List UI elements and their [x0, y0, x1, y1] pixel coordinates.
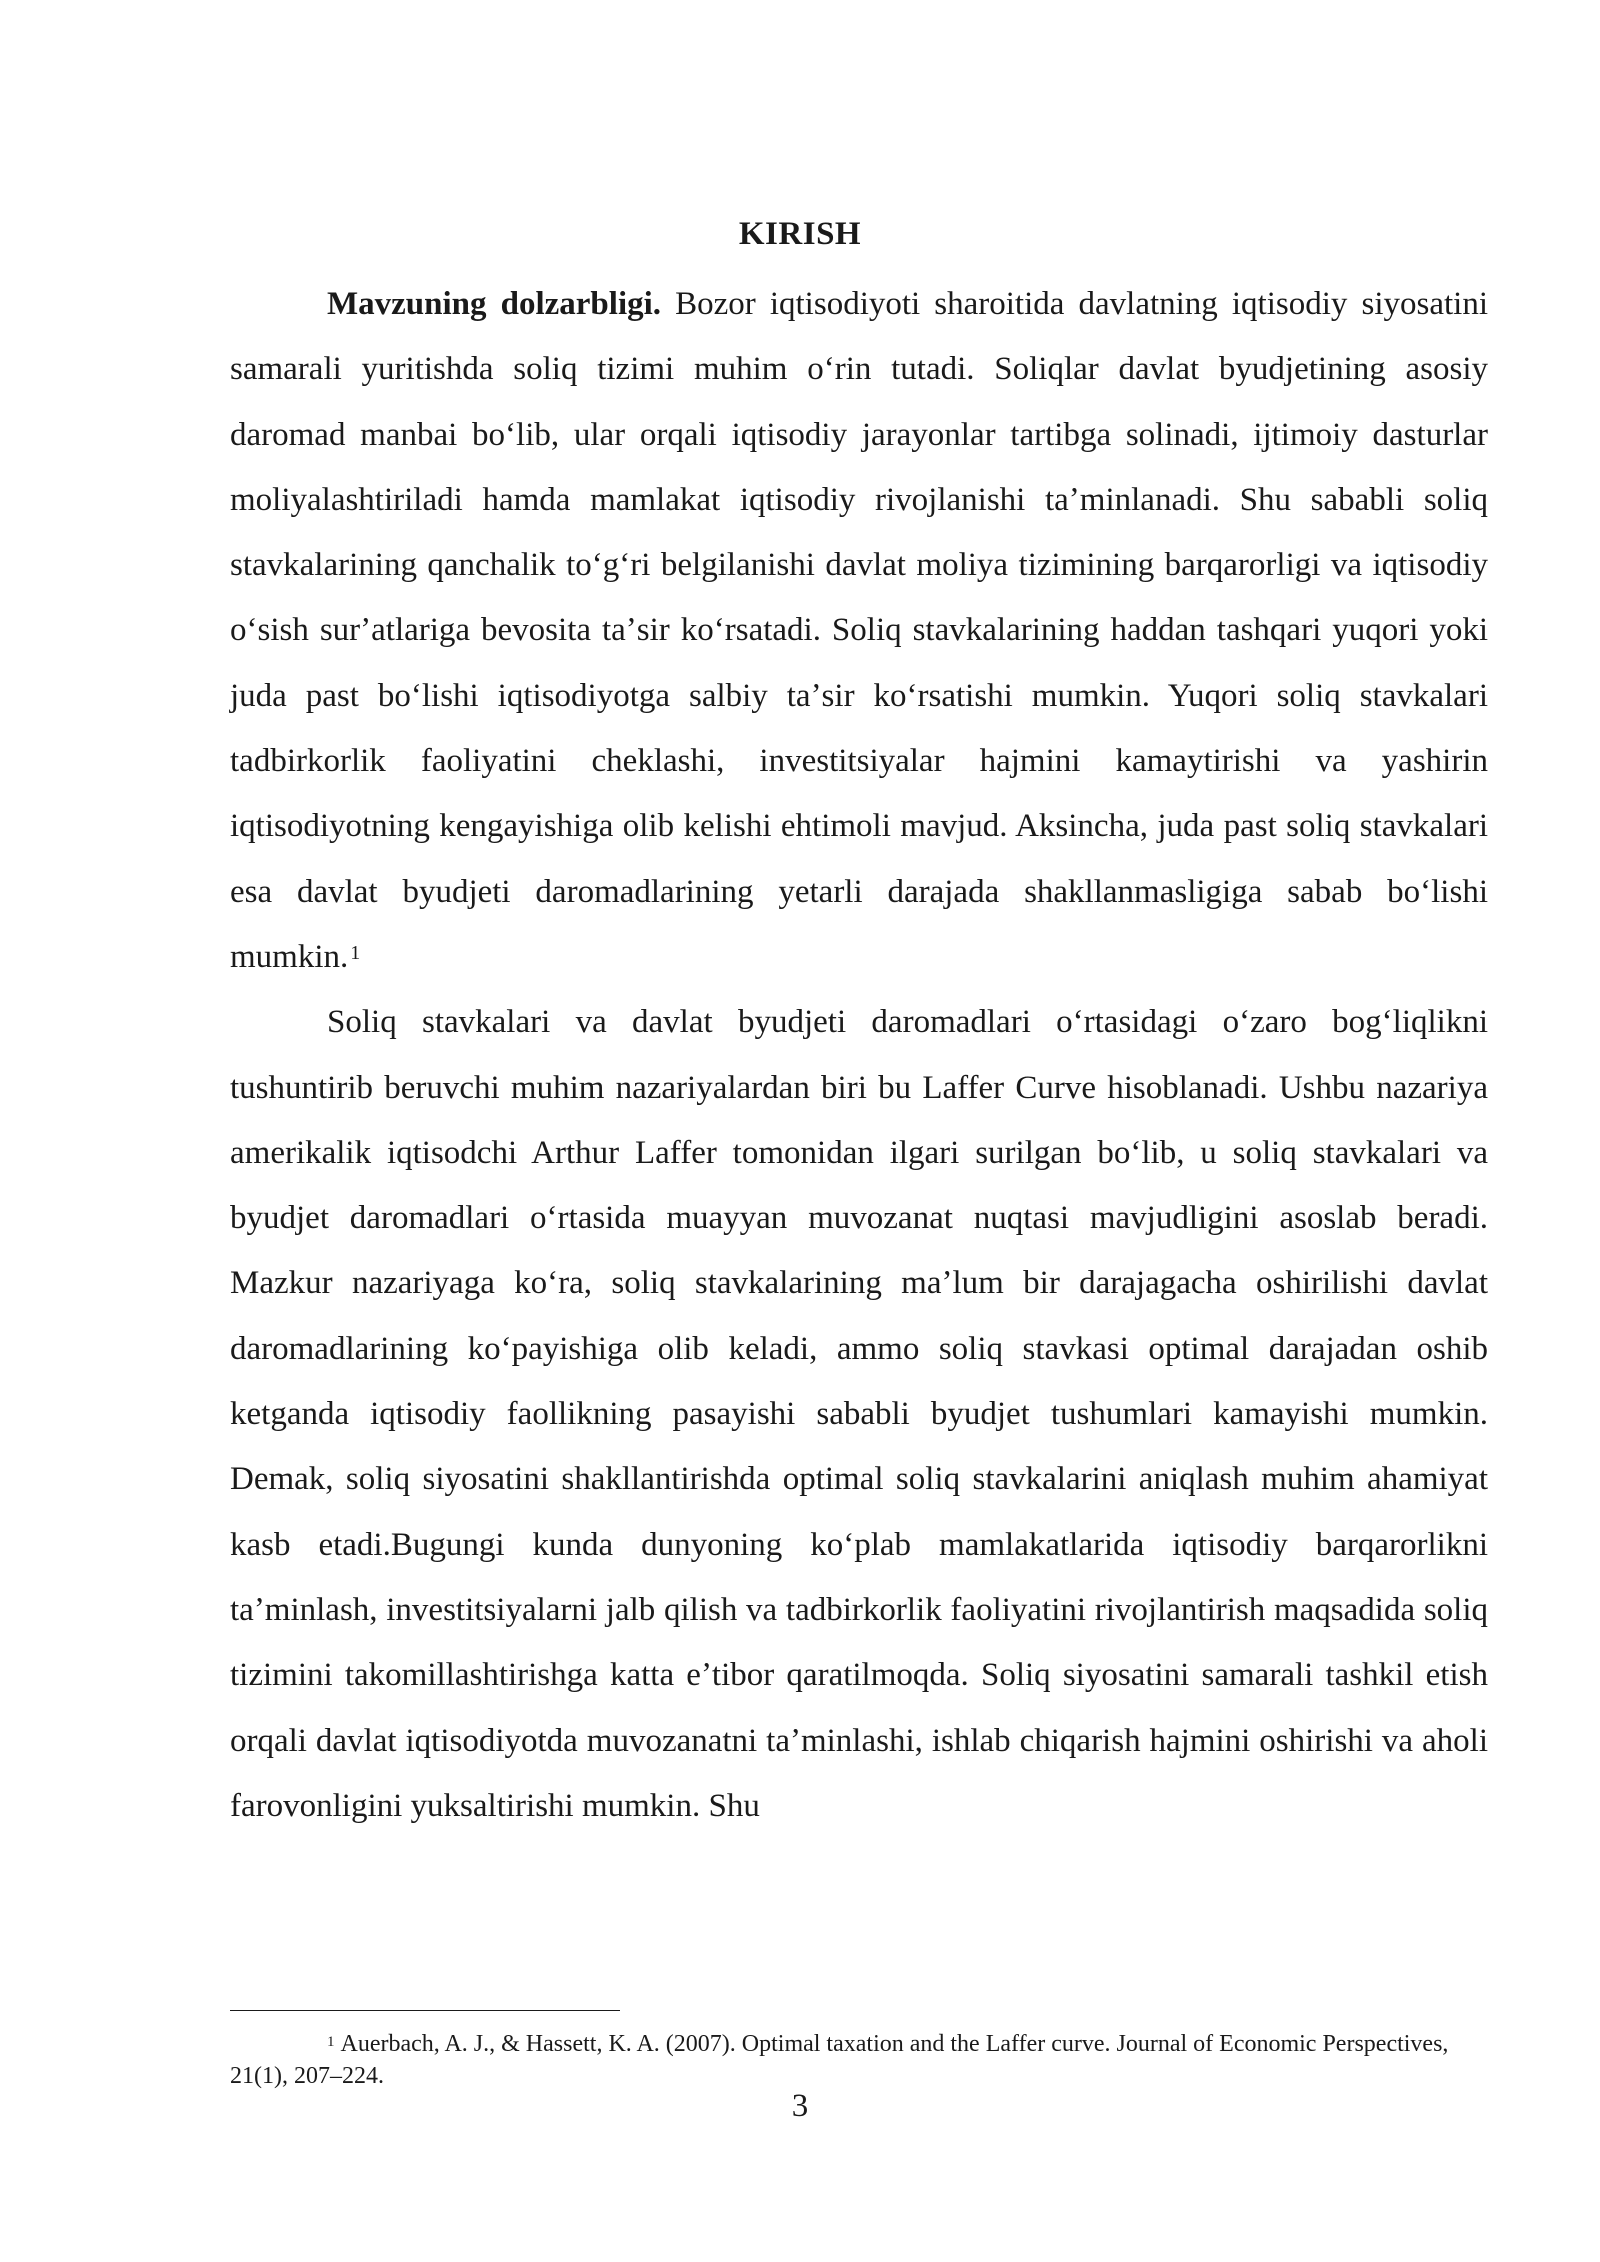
page-title: KIRISH [738, 216, 862, 252]
body-text [230, 272, 1488, 1839]
paragraph-lead-heading: Mavzuning dolzarbligi. [327, 286, 662, 322]
paragraph-relevance [230, 272, 1488, 990]
paragraph-laffer-curve: Soliq stavkalari va davlat byudjeti daromadlari oʻrtasidagi oʻzaro bogʻliqlikni tushuntirib beruvchi muhim nazariyalardan biri bu Laffer Curve hisoblanadi. Ushbu nazariya amerikalik iqtisodchi Arthur Laffer tomonidan ilgari surilgan boʻlib, u soliq stavkalari va byudjet daromadlari oʻrtasida muayyan muvozanat nuqtasi mavjudligini asoslab beradi. Mazkur nazariyaga koʻra, soliq stavkalarining maʼlum bir darajagacha oshirilishi davlat daromadlarining koʻpayishiga olib keladi, ammo soliq stavkasi optimal darajadan oshib ketganda iqtisodiy faollikning pasayishi sababli byudjet tushumlari kamayishi mumkin. Demak, soliq siyosatini shakllantirishda optimal soliq stavkalarini aniqlash muhim ahamiyat kasb etadi.Bugungi kunda dunyoning koʻplab mamlakatlarida iqtisodiy barqarorlikni taʼminlash, investitsiyalarni jalb qilish va tadbirkorlik faoliyatini rivojlantirish maqsadida soliq tizimini takomillashtirishga katta eʼtibor qaratilmoqda. Soliq siyosatini samarali tashkil etish orqali davlat iqtisodiyotda muvozanatni taʼminlashi, ishlab chiqarish hajmini oshirishi va aholi farovonligini yuksaltirishi mumkin. Shu [230, 1004, 1488, 1824]
page-number: 3 [791, 2088, 809, 2124]
footnote-reference[interactable]: 1 [350, 941, 361, 964]
footnote-text: Auerbach, A. J., & Hassett, K. A. (2007). Optimal taxation and the Laffer curve. Journal of Economic Perspectives, 21(1), 207–224. [230, 2031, 1449, 2089]
footnote-separator [230, 2010, 620, 2011]
paragraph-text: Bozor iqtisodiyoti sharoitida davlatning iqtisodiy siyosatini samarali yuritishda soliq tizimi muhim oʻrin tutadi. Soliqlar davlat byudjetining asosiy daromad manbai boʻlib, ular orqali iqtisodiy jarayonlar tartibga solinadi, ijtimoiy dasturlar moliyalashtiriladi hamda mamlakat iqtisodiy rivojlanishi taʼminlanadi. Shu sababli soliq stavkalarining qanchalik toʻgʻri belgilanishi davlat moliya tizimining barqarorligi va iqtisodiy oʻsish surʼatlariga bevosita taʼsir koʻrsatadi. Soliq stavkalarining haddan tashqari yuqori yoki juda past boʻlishi iqtisodiyotga salbiy taʼsir koʻrsatishi mumkin. Yuqori soliq stavkalari tadbirkorlik faoliyatini cheklashi, investitsiyalar hajmini kamaytirishi va yashirin iqtisodiyotning kengayishiga olib kelishi ehtimoli mavjud. Aksincha, juda past soliq stavkalari esa davlat byudjeti daromadlarining yetarli darajada shakllanmasligiga sabab boʻlishi mumkin. [230, 286, 1488, 975]
footnote [230, 2028, 1488, 2092]
footnote-number: 1 [327, 2034, 335, 2050]
